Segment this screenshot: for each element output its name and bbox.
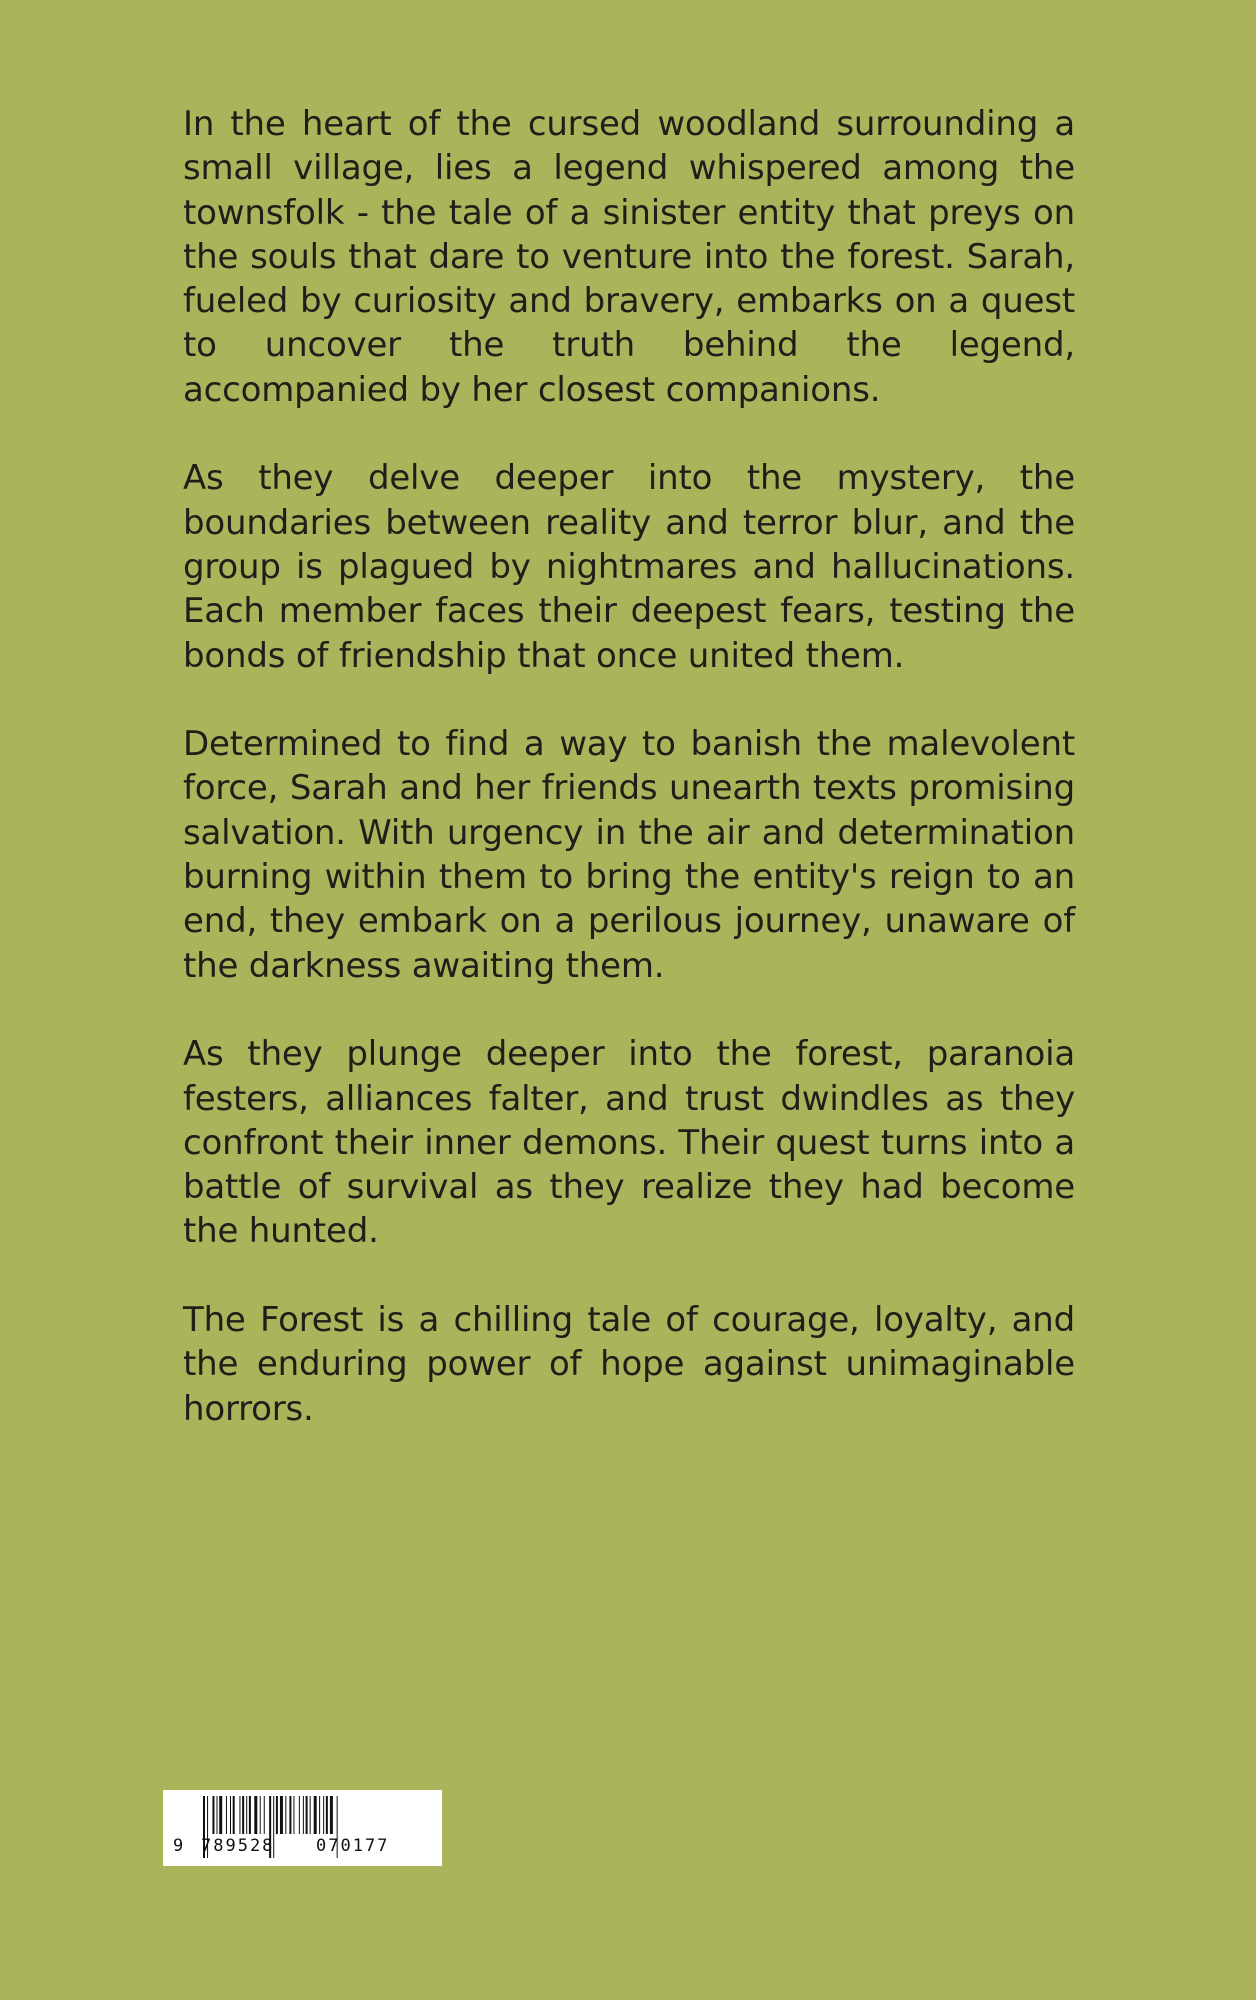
blurb-text bbox=[183, 102, 1075, 1475]
barcode-bar bbox=[289, 1796, 291, 1834]
barcode-bar bbox=[323, 1796, 324, 1834]
barcode-bar bbox=[319, 1796, 320, 1834]
barcode-bar bbox=[242, 1796, 244, 1834]
barcode-bar bbox=[226, 1796, 227, 1834]
barcode-bar bbox=[314, 1796, 317, 1834]
barcode-bar bbox=[249, 1796, 251, 1834]
barcode-bar bbox=[276, 1796, 278, 1834]
barcode-bar bbox=[264, 1796, 265, 1834]
barcode-bar bbox=[230, 1796, 231, 1834]
barcode-left-digits: 789528 bbox=[201, 1836, 275, 1856]
barcode-bar bbox=[326, 1796, 328, 1834]
barcode-bar bbox=[219, 1796, 222, 1834]
barcode-bar bbox=[330, 1796, 333, 1834]
barcode-right-digits: 070177 bbox=[316, 1836, 390, 1856]
barcode-bar bbox=[260, 1796, 261, 1834]
barcode-bar bbox=[293, 1796, 294, 1834]
barcode-bar bbox=[239, 1796, 240, 1834]
barcode-bar bbox=[217, 1796, 218, 1834]
barcode-bar bbox=[285, 1796, 286, 1834]
blurb-paragraph-4: As they plunge deeper into the forest, paranoia festers, alliances falter, and trust dwindles as they confront their inner demons. Their quest turns into a battle of survival as they realize they had become the hunted. bbox=[183, 1034, 1075, 1252]
barcode-bar bbox=[306, 1796, 308, 1834]
blurb-paragraph-2: As they delve deeper into the mystery, the boundaries between reality and terror blur, and the group is plagued by nightmares and hallucinations. Each member faces their deepest fears, testing the bonds of friendship that once united them. bbox=[183, 458, 1075, 676]
barcode-bar bbox=[299, 1796, 300, 1834]
blurb-paragraph-5: The Forest is a chilling tale of courage, loyalty, and the enduring power of hope against unimaginable horrors. bbox=[183, 1300, 1075, 1429]
blurb-paragraph-1: In the heart of the cursed woodland surrounding a small village, lies a legend whispered among the townsfolk - the tale of a sinister entity that preys on the souls that dare to venture into the forest. Sarah, fueled by curiosity and bravery, embarks on a quest to uncover the truth behind the legend, accompanied by her closest companions. bbox=[183, 104, 1075, 410]
barcode-bar bbox=[303, 1796, 304, 1834]
barcode-bar bbox=[280, 1796, 283, 1834]
isbn-barcode bbox=[163, 1790, 442, 1866]
barcode-bar bbox=[233, 1796, 235, 1834]
barcode-bar bbox=[254, 1796, 257, 1834]
blurb-paragraph-3: Determined to find a way to banish the malevolent force, Sarah and her friends unearth texts promising salvation. With urgency in the air and determination burning within them to bring the entity's reign to an end, they embark on a perilous journey, unaware of the darkness awaiting them. bbox=[183, 724, 1075, 986]
barcode-bar bbox=[310, 1796, 311, 1834]
barcode-lead-digit: 9 bbox=[173, 1836, 186, 1856]
barcode-bar bbox=[246, 1796, 247, 1834]
barcode-bar bbox=[212, 1796, 214, 1834]
